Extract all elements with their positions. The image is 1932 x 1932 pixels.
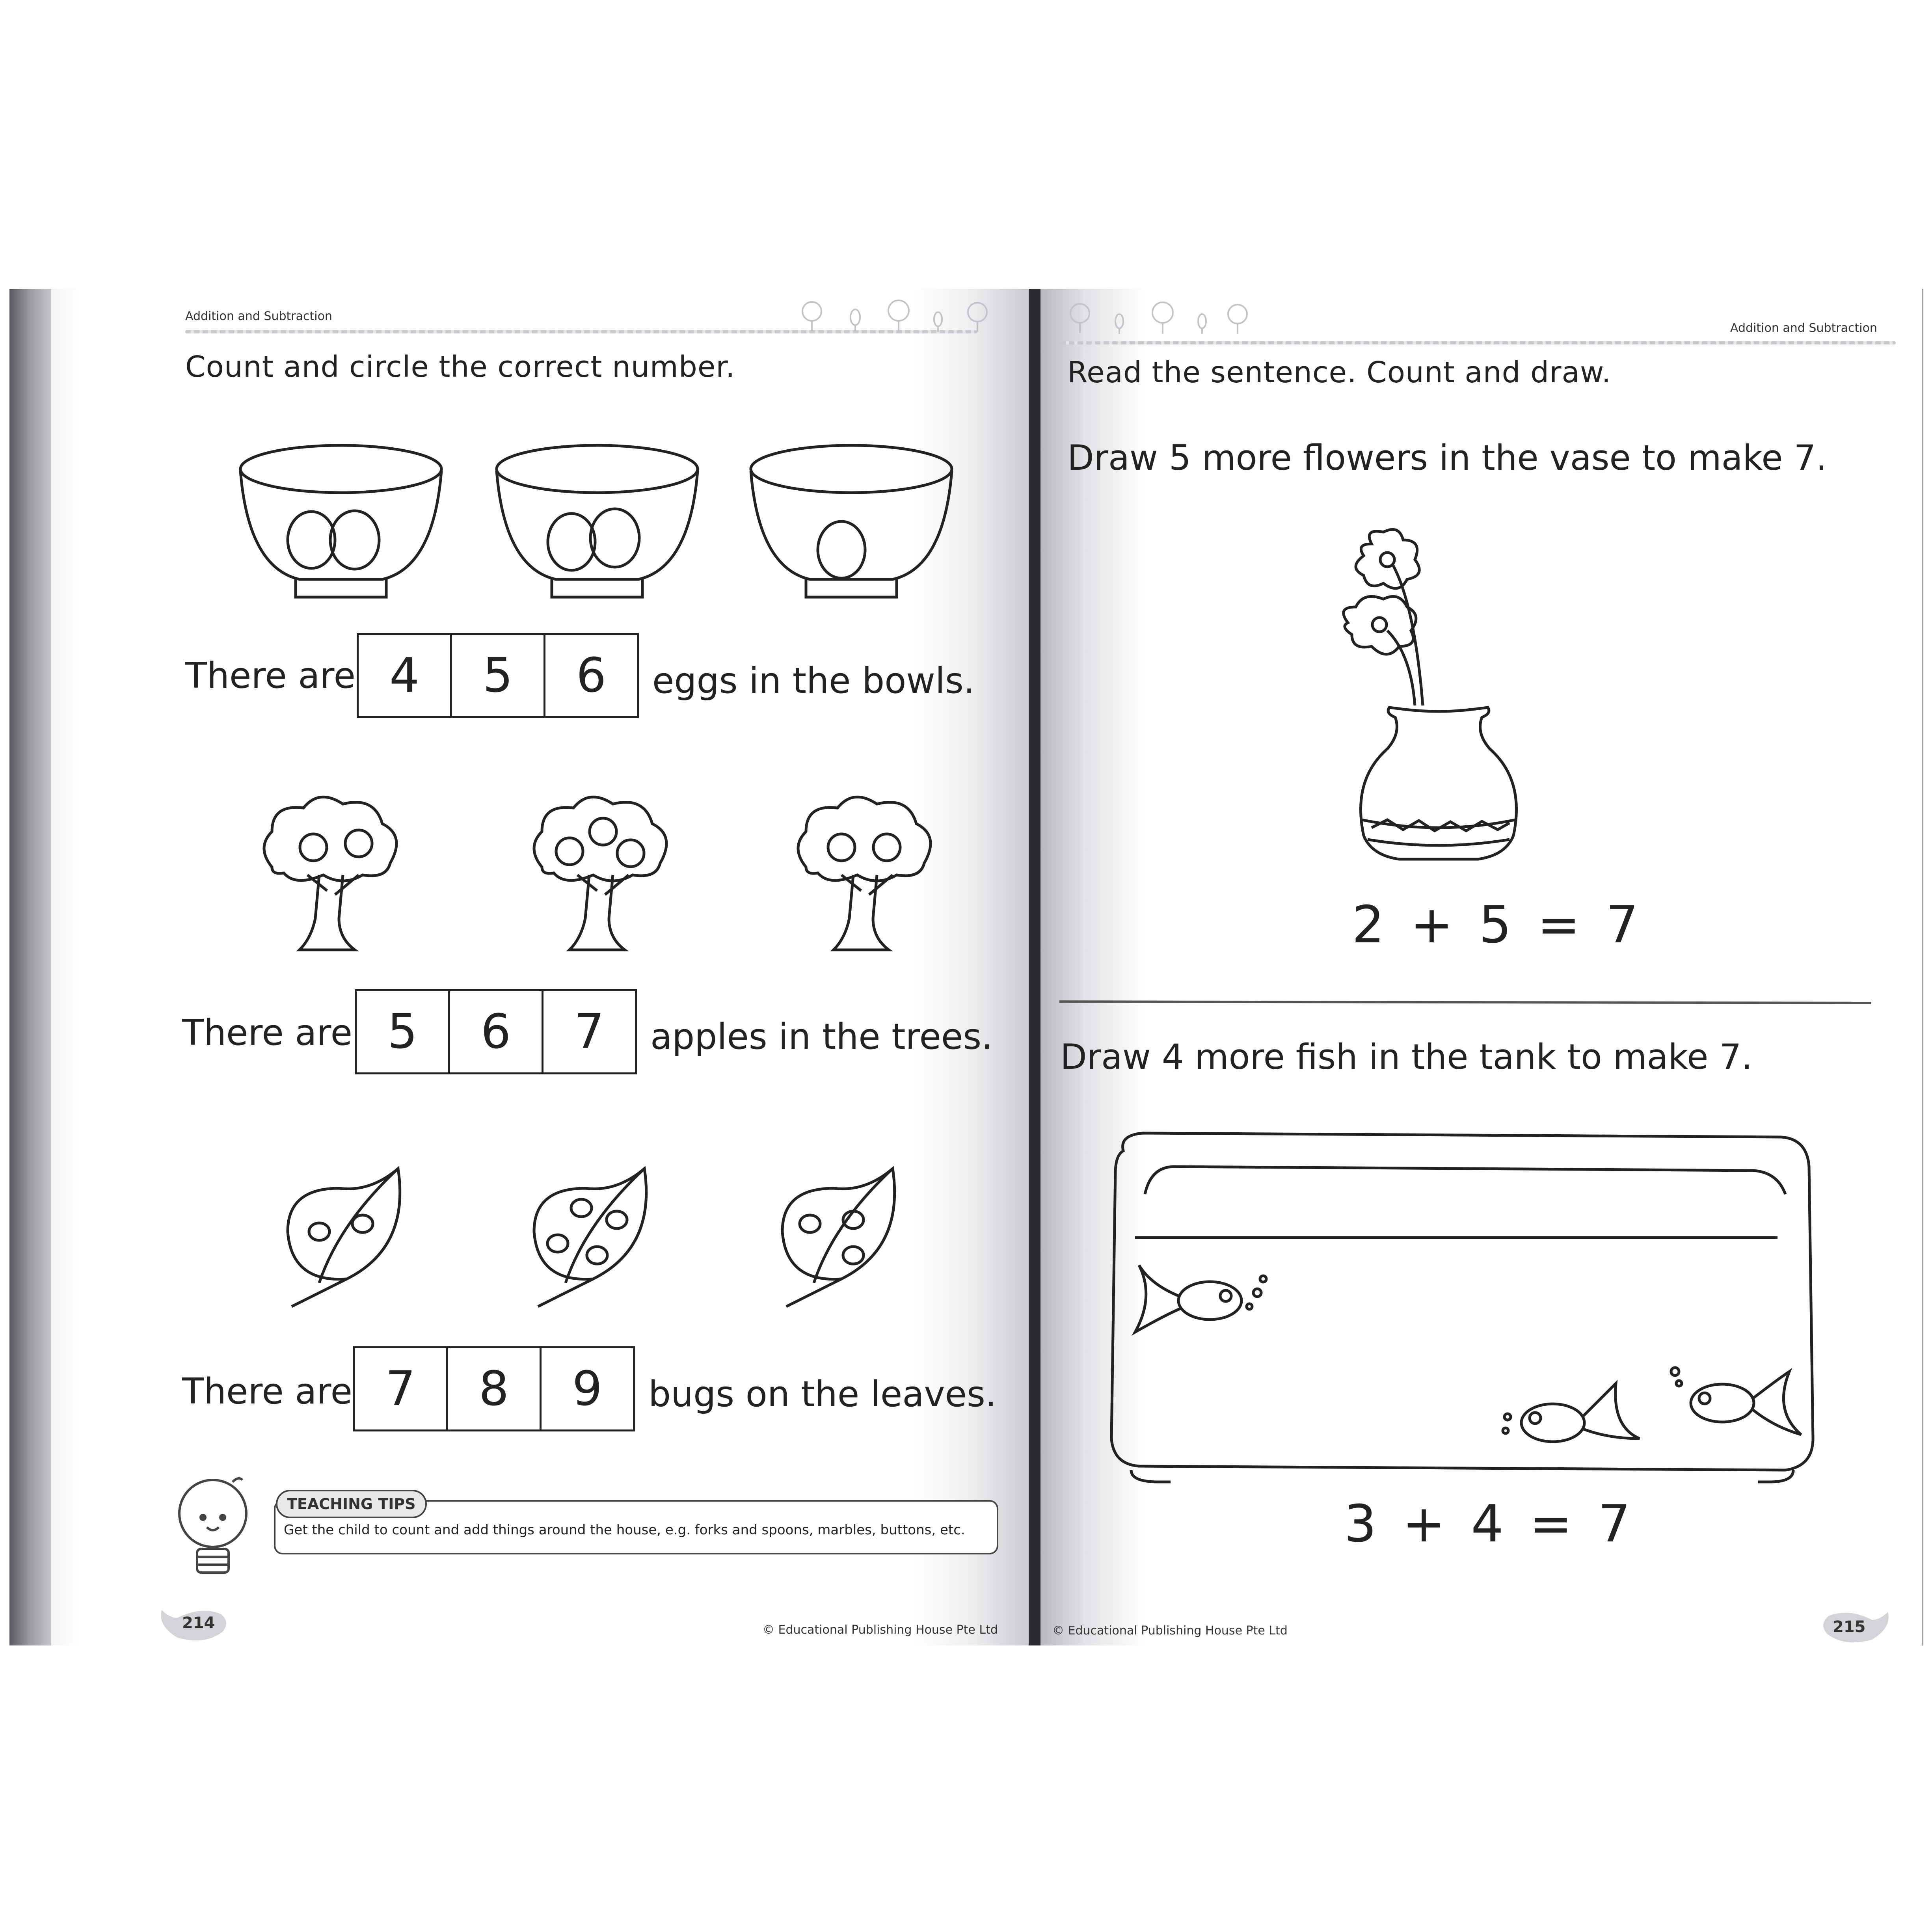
teaching-tips-label: TEACHING TIPS (276, 1490, 427, 1518)
leaf-with-bugs-icon (774, 1165, 905, 1310)
right-header-rule (1060, 341, 1896, 344)
leaf-with-bugs-icon (526, 1165, 656, 1310)
teaching-tips-text: Get the child to count and add things around the house, e.g. forks and spoons, marbles, buttons, etc. (284, 1522, 965, 1538)
apple-tree-two-apples-icon (790, 788, 940, 958)
right-header-trees-icon (1064, 298, 1261, 337)
question-2-suffix: apples in the trees. (650, 1016, 993, 1057)
right-page-title: Read the sentence. Count and draw. (1067, 356, 1612, 389)
number-option[interactable]: 6 (450, 991, 543, 1072)
number-option[interactable]: 8 (448, 1348, 542, 1429)
task-1-instruction: Draw 5 more flowers in the vase to make 7. (1067, 437, 1827, 478)
left-page-number: 214 (182, 1614, 215, 1632)
question-2-number-options (355, 989, 637, 1074)
left-page-title: Count and circle the correct number. (185, 350, 735, 384)
question-1-prefix: There are (185, 655, 356, 696)
task-2-instruction: Draw 4 more fish in the tank to make 7. (1060, 1037, 1753, 1077)
apple-tree-three-apples-icon (526, 788, 676, 958)
question-3-suffix: bugs on the leaves. (648, 1374, 997, 1415)
right-page-header: Addition and Subtraction (1730, 321, 1877, 335)
task-1-equation: 2 + 5 = 7 (1352, 895, 1644, 955)
apple-tree-two-apples-icon (256, 788, 406, 958)
task-2-equation: 3 + 4 = 7 (1344, 1494, 1636, 1554)
question-1-number-options (357, 633, 639, 718)
number-option[interactable]: 5 (452, 635, 545, 716)
right-page-copyright: © Educational Publishing House Pte Ltd (1052, 1624, 1288, 1638)
bowl-with-one-egg-icon (747, 441, 956, 599)
bowl-with-two-eggs-icon (236, 441, 445, 599)
number-option[interactable]: 4 (359, 635, 452, 716)
vase-with-two-flowers-icon (1320, 528, 1549, 875)
fish-tank-with-three-fish-icon (1107, 1127, 1821, 1490)
number-option[interactable]: 7 (574, 1004, 605, 1059)
question-3-number-options (353, 1346, 635, 1431)
leaf-with-bugs-icon (280, 1165, 410, 1310)
lightbulb-mascot-icon (173, 1474, 252, 1580)
number-option[interactable]: 9 (572, 1361, 603, 1416)
right-page-number: 215 (1833, 1618, 1866, 1636)
question-3-prefix: There are (182, 1371, 352, 1412)
left-header-trees-icon (796, 296, 993, 335)
question-1-suffix: eggs in the bowls. (652, 660, 975, 702)
left-page-header: Addition and Subtraction (185, 309, 332, 323)
bowl-with-two-eggs-icon (493, 441, 702, 599)
left-page-copyright: © Educational Publishing House Pte Ltd (763, 1623, 998, 1637)
question-2-prefix: There are (182, 1012, 352, 1053)
number-option[interactable]: 6 (576, 648, 607, 703)
number-option[interactable]: 7 (355, 1348, 448, 1429)
number-option[interactable]: 5 (357, 991, 450, 1072)
